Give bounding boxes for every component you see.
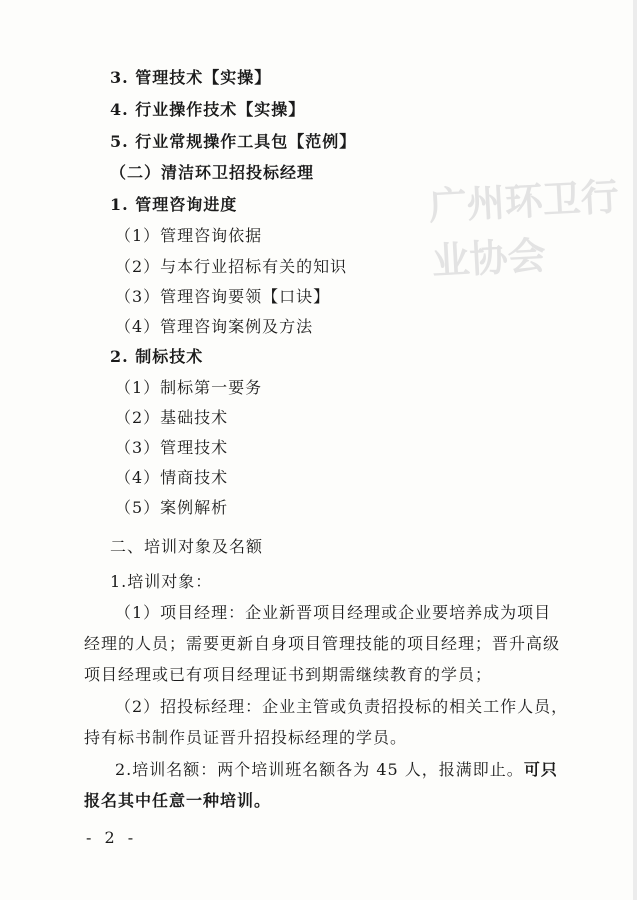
section-trainees-quota: 二、培训对象及名额 — [110, 537, 264, 556]
quota-line-2: 报名其中任意一种培训。 — [84, 791, 272, 810]
item-consulting-essentials: （3）管理咨询要领【口诀】 — [115, 287, 331, 306]
quota-text: 2.培训名额：两个培训班名额各为 45 人，报满即止。 — [115, 760, 524, 779]
sub-2-bid-preparation: 2. 制标技术 — [110, 347, 204, 366]
item-eq-tech: （4）情商技术 — [115, 468, 229, 487]
quota-line-1 — [115, 759, 558, 781]
page-number: - 2 - — [86, 828, 138, 847]
page-edge — [633, 0, 637, 900]
quota-bold-text: 可只 — [523, 760, 558, 779]
heading-4-industry-operation: 4. 行业操作技术【实操】 — [110, 100, 306, 119]
sub-1-consulting-progress: 1. 管理咨询进度 — [110, 195, 238, 214]
item-bidding-knowledge: （2）与本行业招标有关的知识 — [115, 257, 348, 276]
item-management-tech: （3）管理技术 — [115, 438, 229, 457]
trainees-para-2-line-2: 持有标书制作员证晋升招投标经理的学员。 — [84, 728, 408, 747]
heading-5-toolkit: 5. 行业常规操作工具包【范例】 — [110, 132, 357, 151]
item-first-priority: （1）制标第一要务 — [115, 378, 263, 397]
heading-3-management-tech: 3. 管理技术【实操】 — [110, 68, 272, 87]
item-consulting-basis: （1）管理咨询依据 — [115, 226, 263, 245]
item-case-analysis: （5）案例解析 — [115, 498, 229, 517]
trainees-para-1-line-1: （1）项目经理：企业新晋项目经理或企业要培养成为项目 — [115, 603, 552, 622]
item-basic-tech: （2）基础技术 — [115, 408, 229, 427]
trainees-para-1-line-2: 经理的人员；需要更新自身项目管理技能的项目经理；晋升高级 — [84, 634, 561, 653]
section-2-bidding-manager: （二）清洁环卫招投标经理 — [110, 163, 315, 182]
item-consulting-cases: （4）管理咨询案例及方法 — [115, 317, 314, 336]
trainees-para-2-line-1: （2）招投标经理：企业主管或负责招投标的相关工作人员， — [115, 697, 569, 716]
trainees-heading: 1.培训对象： — [110, 572, 213, 591]
show-through-text: 广州环卫行业协会 — [427, 173, 620, 284]
trainees-para-1-line-3: 项目经理或已有项目经理证书到期需继续教育的学员； — [84, 665, 493, 684]
